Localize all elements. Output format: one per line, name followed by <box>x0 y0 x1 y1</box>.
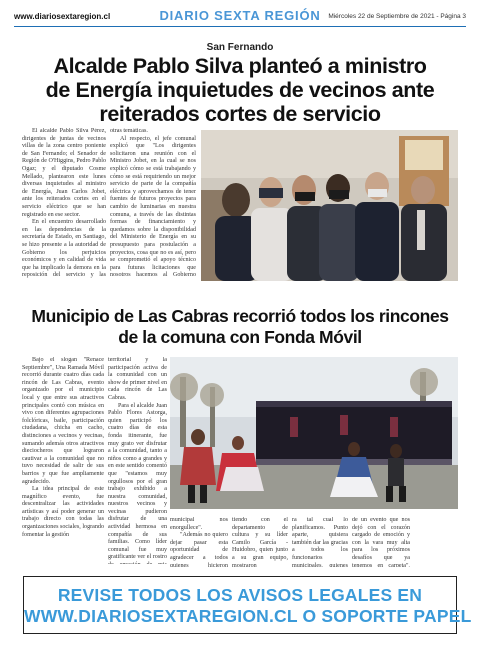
paragraph: tiendo con el departamento de cultura y su líder Camilo García -Huidobro, quien junto a su gran equipo, mostraron <box>232 517 288 567</box>
paragraph: Al respecto, el jefe comunal explicó que "Los dirigentes solicitaron una reunión con el Ministro Jobet, en la cual se nos explicó cómo se está trabajando y cómo se está requiriendo un mejor servicio de parte de la compañía eléctrica y aprovechamos de tener fuentes de futuros proyectos para cambio de luminarias en nuestra comuna, a través de las distintas formas de financiamiento y quedamos sobre la disponibilidad del Ministerio de Energía en su presupuesto para postulación a proyectos, cosa que no es así, pero se comprometió el apoyo técnico para futuras licitaciones que nosotros hacemos al Gobierno <box>110 135 196 278</box>
paragraph: ra tal cual lo planificamos. Punto aparte, quisiera también dar las gracias a todos los funcionarios municipales, quienes <box>292 517 348 567</box>
article2-column-2 <box>108 357 167 564</box>
article1-column-1 <box>22 128 106 278</box>
article2-column-6 <box>352 517 410 567</box>
article2-column-5 <box>292 517 348 567</box>
paragraph: Bajo el slogan "Renace Septiembre", Una Ramada Móvil recorrió durante cuatro días cada rincón de Las Cabras, evento organizado por el municipio local y que entre sus atractivos principales contó con música en vivo con diferentes agrupaciones folclóricas, baile, participación ciudadana, chicha en cacho, distinciones a vecinos y vecinas, sumando además otros atractivos dieciocheros que lograron cautivar a la comunidad que no tuvo necesidad de salir de sus barrios y que fue ampliamente agradecido. <box>22 357 104 485</box>
article2-photo <box>170 357 458 509</box>
page-header <box>14 7 466 27</box>
article2-column-3 <box>170 517 228 567</box>
paragraph: El alcalde Pablo Silva Pérez, dirigentes de juntas de vecinos villas de la zona centro poniente de San Fernando; el Senador de Región de O'Higgins, Pedro Pablo Ogaz; y el diputado Cosme Mellado, plantearon este lunes diversas inquietudes al ministro de Energía, Juan Carlos Jobet, ante los reiterados cortes en el servicio eléctrico que se han registrado en ese sector. <box>22 128 106 218</box>
article2-column-4 <box>232 517 288 567</box>
paragraph: "Además no quiero dejar pasar esta oportunidad de agradecer a todos quienes hicieron <box>170 532 228 567</box>
issue-date: Miércoles 22 de Septiembre de 2021 - Página 3 <box>328 13 466 20</box>
article1-headline <box>14 54 466 126</box>
newspaper-brand: DIARIO SEXTA REGIÓN <box>159 8 321 23</box>
headline-line: de la comuna con Fonda Móvil <box>118 327 362 347</box>
headline-line: de Energía inquietudes de vecinos ante <box>45 78 435 102</box>
article2-column-1 <box>22 357 104 564</box>
paragraph: otras temáticas. <box>110 128 148 134</box>
banner-line-2: WWW.DIARIOSEXTAREGION.CL O SOPORTE PAPEL <box>24 606 472 626</box>
site-url[interactable]: www.diariosextaregion.cl <box>14 12 111 21</box>
officials-group-photo <box>201 130 458 281</box>
paragraph: La idea principal de este magnífico evento, fue descentralizar las actividades artísticas y así poder generar un trabajo directo con todas las organizaciones sociales, logrando fomentar la gestión <box>22 486 104 538</box>
headline-line: Alcalde Pablo Silva planteó a ministro <box>53 54 427 78</box>
article1-kicker: San Fernando <box>206 42 274 53</box>
paragraph: territorial y la participación activa de la comunidad con un show de primer nivel en cada rincón de Las Cabras. <box>108 357 167 401</box>
fonda-movil-photo <box>170 357 458 509</box>
article1-photo <box>201 130 458 281</box>
legal-notices-banner[interactable] <box>23 576 472 634</box>
headline-line: reiterados cortes de servicio <box>99 102 381 126</box>
banner-line-1: REVISE TODOS LOS AVISOS LEGALES EN <box>57 585 423 605</box>
paragraph: de un evento que nos dejó con el corazón cargado de emoción y con la vara muy alta para los próximos desafíos que ya tenemos en carpeta", <box>352 517 410 567</box>
paragraph: En el encuentro desarrollado en las dependencias de la secretaría de Estado, en Santiago, se hizo presente a la autoridad de Gobierno los perjuicios económicos y en calidad de vida que ha implicado la demora en la reposición del servicio y las <box>22 219 106 278</box>
paragraph: Para el alcalde Juan Pablo Flores Astorga, quien participó los cuatro días de esta fonda itinerante, fue muy grato ver disfrutar a la comunidad, tanto a niños como a grandes y en este sentido comentó que "estamos muy orgullosos por el gran trabajo exhibido a nuestra comunidad, nuestros vecinos y vecinas pudieron disfrutar de una actividad hermosa en compañía de sus familias. Como líder comunal fue muy gratificante ver el rostro <box>108 402 167 561</box>
paragraph: municipal nos enorgullece". <box>170 517 228 531</box>
article1-column-2 <box>110 128 196 278</box>
headline-line: Municipio de Las Cabras recorrió todos los rincones <box>31 306 449 326</box>
article2-headline <box>14 306 466 348</box>
